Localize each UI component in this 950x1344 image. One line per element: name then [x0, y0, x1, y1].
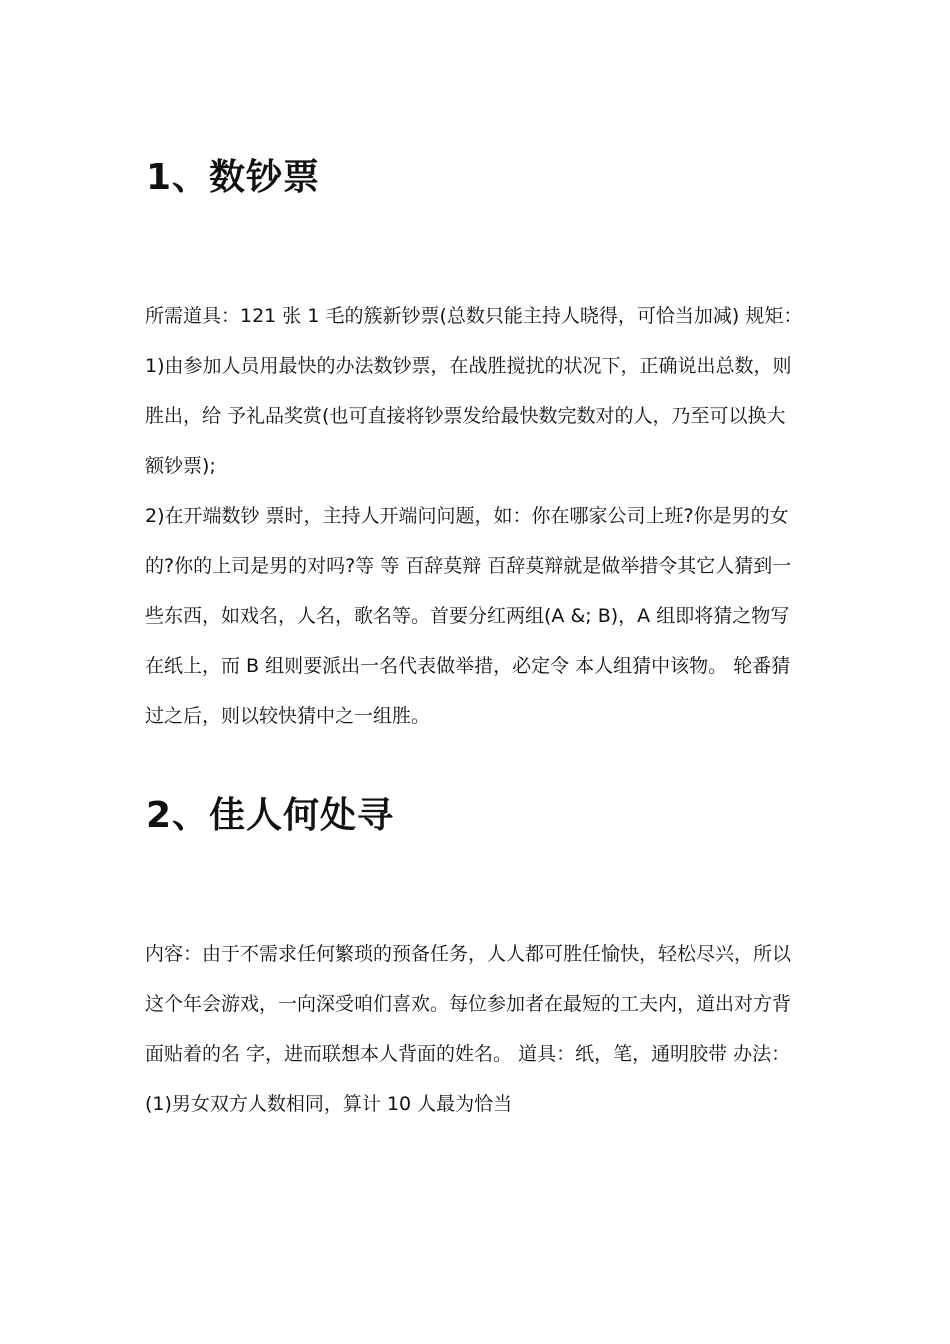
- body-line: 内容：由于不需求任何繁琐的预备任务，人人都可胜任愉快，轻松尽兴，所以: [145, 943, 792, 965]
- body-line: 胜出，给 予礼品奖赏(也可直接将钞票发给最快数完数对的人，乃至可以换大: [145, 405, 786, 427]
- body-line: 些东西，如戏名，人名，歌名等。首要分红两组(A &; B)，A 组即将猜之物写: [145, 605, 790, 627]
- body-line: 1)由参加人员用最快的办法数钞票，在战胜搅扰的状况下，正确说出总数，则: [145, 355, 792, 377]
- body-line: 面贴着的名 字，进而联想本人背面的姓名。 道具：纸，笔，通明胶带 办法：: [145, 1043, 791, 1065]
- body-line: 过之后，则以较快猜中之一组胜。: [145, 705, 431, 727]
- body-line: (1)男女双方人数相同，算计 10 人最为恰当: [145, 1093, 513, 1115]
- section-1-body: [145, 291, 805, 741]
- body-line: 所需道具：121 张 1 毛的簇新钞票(总数只能主持人晓得，可恰当加减) 规矩：: [145, 305, 803, 327]
- body-line: 的?你的上司是男的对吗?等 等 百辞莫辩 百辞莫辩就是做举措令其它人猜到一: [145, 555, 792, 577]
- body-line: 2)在开端数钞 票时，主持人开端问问题，如：你在哪家公司上班?你是男的女: [145, 505, 789, 527]
- body-line: 额钞票);: [145, 455, 216, 477]
- section-2-body: [145, 929, 805, 1129]
- section-2-heading: 2、佳人何处寻: [146, 795, 395, 836]
- section-1-heading: 1、数钞票: [146, 157, 321, 198]
- body-line: 在纸上，而 B 组则要派出一名代表做举措，必定令 本人组猜中该物。 轮番猜: [145, 655, 791, 677]
- body-line: 这个年会游戏，一向深受咱们喜欢。每位参加者在最短的工夫内，道出对方背: [145, 993, 792, 1015]
